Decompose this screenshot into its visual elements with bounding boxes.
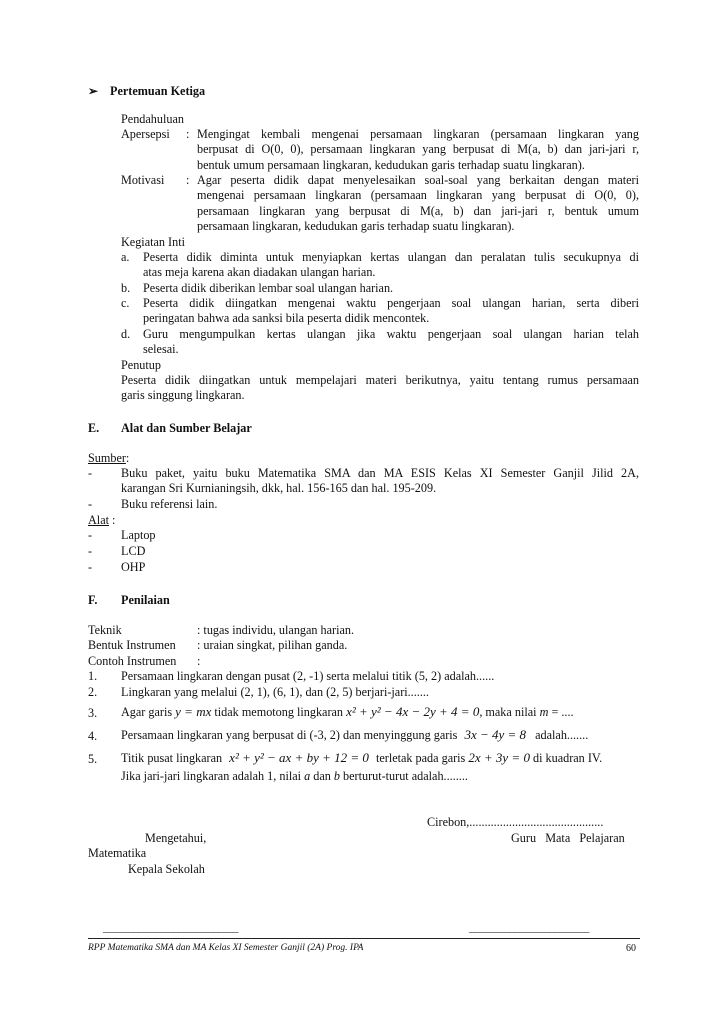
bentuk-value: : uraian singkat, pilihan ganda. — [197, 638, 348, 652]
variable-m: m — [539, 705, 549, 719]
sumber-heading — [88, 451, 129, 466]
contoh-value: : — [197, 654, 201, 668]
question-number: 2. — [88, 685, 98, 699]
apersepsi-line: berpusat di O(0, 0), persamaan lingkaran yang berpusat di M(a, b) dan jari-jari r, — [197, 142, 639, 157]
teknik-value: : tugas individu, ulangan harian. — [197, 623, 355, 637]
question-fragment: Persamaan lingkaran yang berpusat di (-3, 2) dan menyinggung garis — [121, 728, 458, 742]
kegiatan-item — [143, 250, 639, 281]
variable-a: a — [304, 769, 311, 783]
sumber-label: Sumber — [88, 451, 126, 465]
place-date: Cirebon,............................................ — [427, 815, 604, 829]
question-fragment: Jika jari-jari lingkaran adalah 1, nilai — [121, 769, 302, 783]
contoh-label: Contoh Instrumen — [88, 654, 177, 668]
alat-item: LCD — [121, 544, 146, 558]
equation-tangent-line: 3x − 4y = 8 — [464, 727, 527, 742]
section-letter-f: F. — [88, 593, 98, 607]
kegiatan-item — [143, 281, 639, 296]
kegiatan-marker: b. — [121, 281, 131, 295]
question-fragment: di kuadran IV. — [533, 751, 603, 765]
motivasi-text — [197, 173, 639, 234]
question-fragment: adalah....... — [535, 728, 589, 742]
penutup-line: Peserta didik diingatkan untuk mempelajari materi berikutnya, yaitu tentang rumus persamaan — [121, 373, 639, 387]
kegiatan-marker: c. — [121, 296, 130, 310]
question-fragment: Agar garis — [121, 705, 173, 719]
section-letter-e: E. — [88, 421, 100, 435]
kegiatan-line: Peserta didik diingatkan mengenai waktu pengerjaan soal ulangan harian, serta diberi — [143, 296, 639, 310]
question-fragment: dan — [313, 769, 331, 783]
alat-marker: - — [88, 528, 93, 542]
signature-line-right: ________________________ — [469, 922, 589, 934]
sumber-colon: : — [125, 451, 130, 465]
sumber-line: Buku paket, yaitu buku Matematika SMA dan MA ESIS Kelas XI Semester Ganjil Jilid 2A, — [121, 466, 639, 480]
kegiatan-inti-heading: Kegiatan Inti — [121, 235, 185, 249]
alat-item: Laptop — [121, 528, 156, 542]
kegiatan-marker: d. — [121, 327, 131, 341]
question-text: Persamaan lingkaran dengan pusat (2, -1) serta melalui titik (5, 2) adalah...... — [121, 669, 495, 683]
mengetahui-label: Mengetahui, — [145, 831, 207, 845]
question-fragment: Titik pusat lingkaran — [121, 751, 223, 765]
penutup-text — [121, 373, 639, 404]
equation-line: y = mx — [175, 704, 212, 719]
page-number: 60 — [626, 943, 636, 954]
penutup-line: garis singgung lingkaran. — [121, 388, 245, 403]
kegiatan-marker: a. — [121, 250, 130, 264]
apersepsi-label: Apersepsi — [121, 127, 170, 141]
motivasi-colon: : — [186, 173, 190, 187]
apersepsi-text — [197, 127, 639, 173]
sumber-item — [121, 466, 639, 497]
variable-b: b — [333, 769, 340, 783]
kegiatan-line: peringatan bahwa ada sanksi bila peserta didik mencontek. — [143, 311, 430, 326]
apersepsi-line: bentuk umum persamaan lingkaran, kedudukan garis terhadap suatu lingkaran). — [197, 157, 585, 172]
question-fragment: berturut-turut adalah........ — [343, 769, 468, 783]
teknik-label: Teknik — [88, 623, 122, 637]
kegiatan-item — [143, 327, 639, 358]
kepala-sekolah-label: Kepala Sekolah — [128, 862, 205, 876]
sumber-marker: - — [88, 497, 93, 511]
alat-marker: - — [88, 560, 93, 574]
question-number: 4. — [88, 729, 98, 743]
equation-line: 2x + 3y = 0 — [468, 750, 530, 765]
sumber-marker: - — [88, 466, 93, 480]
section-heading-penilaian: Penilaian — [121, 593, 170, 607]
alat-item: OHP — [121, 560, 146, 574]
question-fragment: , maka nilai — [479, 705, 537, 719]
footer-rule — [88, 938, 640, 939]
motivasi-line: mengenai persamaan lingkaran (persamaan lingkaran yang berpusat di O(0, 0), — [197, 188, 639, 203]
pendahuluan-heading: Pendahuluan — [121, 112, 184, 126]
question-number: 1. — [88, 669, 98, 683]
equation-circle: x² + y² − ax + by + 12 = 0 — [229, 750, 369, 765]
section-heading-pertemuan: Pertemuan Ketiga — [110, 84, 206, 98]
alat-label: Alat — [88, 513, 109, 527]
question-text: Lingkaran yang melalui (2, 1), (6, 1), dan (2, 5) berjari-jari....... — [121, 685, 429, 699]
motivasi-line: persamaan lingkaran yang berpusat di M(a, b) dan jari-jari r, bentuk umum — [197, 203, 639, 218]
kegiatan-line: Peserta didik diminta untuk menyiapkan kertas ulangan dan peralatan tulis secukupnya di — [143, 250, 639, 264]
question-text — [121, 704, 574, 720]
kegiatan-line: Peserta didik diberikan lembar soal ulangan harian. — [143, 281, 394, 295]
motivasi-line: Agar peserta didik dapat menyelesaikan soal-soal yang berkaitan dengan materi — [197, 173, 639, 187]
signature-line-left: ___________________________ — [103, 922, 238, 934]
question-text-continued — [121, 769, 468, 784]
bullet-arrow-icon: ➢ — [88, 84, 99, 98]
kegiatan-item — [143, 296, 639, 327]
question-number: 3. — [88, 706, 98, 720]
kegiatan-line: selesai. — [143, 342, 179, 357]
bentuk-label: Bentuk Instrumen — [88, 638, 176, 652]
alat-heading — [88, 513, 115, 528]
guru-label: Guru Mata Pelajaran — [511, 831, 625, 845]
sumber-item: Buku referensi lain. — [121, 497, 218, 511]
sumber-line: karangan Sri Kurnianingsih, dkk, hal. 156-165 dan hal. 195-209. — [121, 481, 437, 496]
question-text — [121, 750, 602, 766]
motivasi-line: persamaan lingkaran, kedudukan garis terhadap suatu lingkaran). — [197, 218, 515, 233]
kegiatan-line: atas meja karena akan diadakan ulangan harian. — [143, 265, 376, 280]
penutup-heading: Penutup — [121, 358, 161, 372]
matematika-label: Matematika — [88, 846, 147, 860]
question-text — [121, 727, 588, 743]
apersepsi-line: Mengingat kembali mengenai persamaan lingkaran (persamaan lingkaran yang — [197, 127, 639, 141]
question-fragment: terletak pada garis — [375, 751, 466, 765]
question-fragment: tidak memotong lingkaran — [214, 705, 344, 719]
alat-colon: : — [108, 513, 116, 527]
footer-title: RPP Matematika SMA dan MA Kelas XI Semester Ganjil (2A) Prog. IPA — [88, 943, 364, 953]
question-number: 5. — [88, 752, 98, 766]
alat-marker: - — [88, 544, 93, 558]
equation-circle: x² + y² − 4x − 2y + 4 = 0 — [346, 704, 480, 719]
motivasi-label: Motivasi — [121, 173, 165, 187]
apersepsi-colon: : — [186, 127, 190, 141]
question-fragment: = .... — [551, 705, 574, 719]
section-heading-alat-sumber: Alat dan Sumber Belajar — [121, 421, 252, 435]
kegiatan-line: Guru mengumpulkan kertas ulangan jika waktu pengerjaan soal ulangan harian telah — [143, 327, 639, 341]
